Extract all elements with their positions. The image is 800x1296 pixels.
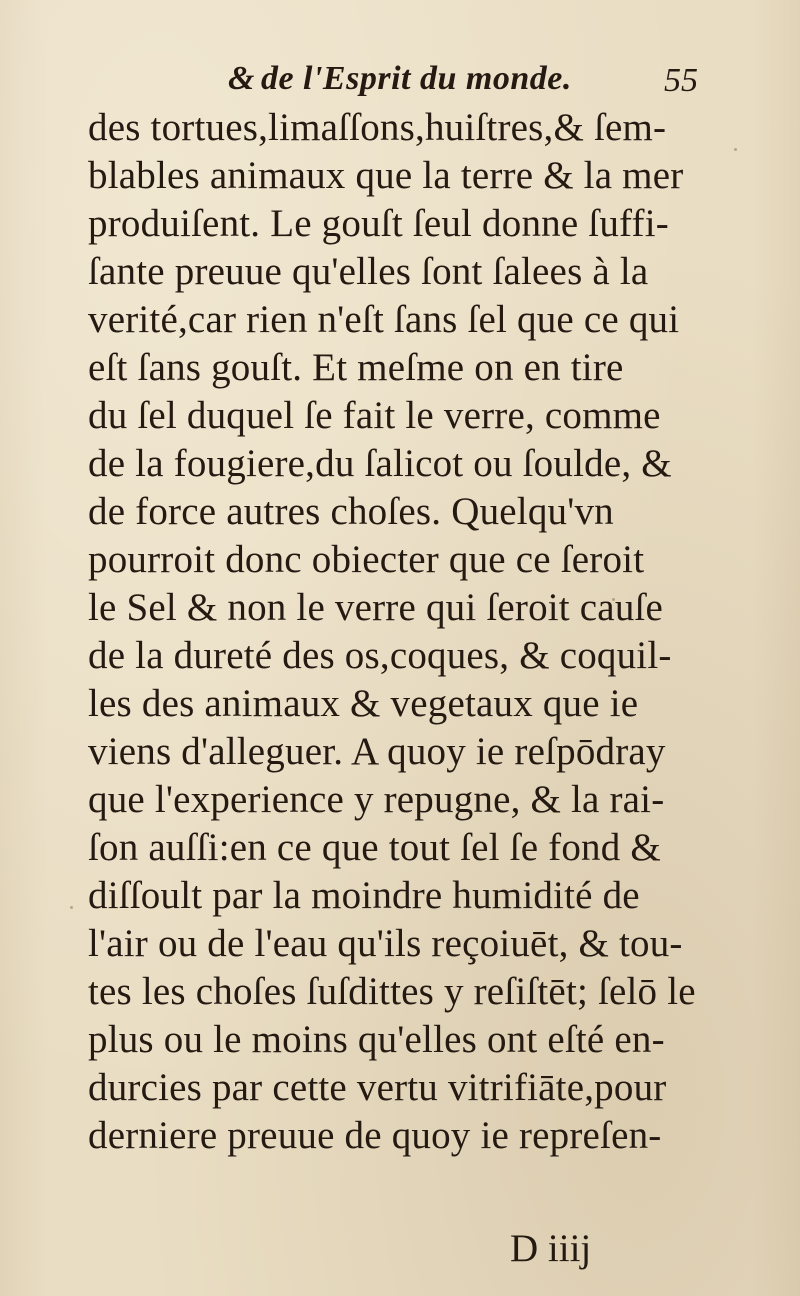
text-line: de la dureté des os,coques, & coquil- <box>88 634 672 677</box>
text-line: du ſel duquel ſe fait le verre, comme <box>88 394 661 437</box>
paper-speck <box>70 906 73 909</box>
text-line: viens d'alleguer. A quoy ie reſpōdray <box>88 730 666 773</box>
text-line: de force autres choſes. Quelqu'vn <box>88 490 614 533</box>
paper-speck <box>612 598 615 601</box>
text-line: ſon auſſi:en ce que tout ſel ſe fond & <box>88 826 661 869</box>
text-line: pourroit donc obiecter que ce ſeroit <box>88 538 645 581</box>
ampersand-ornament: & <box>228 60 255 97</box>
text-line: que l'experience y repugne, & la rai- <box>88 778 665 821</box>
text-line: durcies par cette vertu vitrifiāte,pour <box>88 1066 667 1109</box>
body-text <box>88 104 708 1160</box>
text-line: de la fougiere,du ſalicot ou ſoulde, & <box>88 442 672 485</box>
page-number: 55 <box>664 62 698 99</box>
text-line: blables animaux que la terre & la mer <box>88 154 684 197</box>
text-line: le Sel & non le verre qui ſeroit cauſe <box>88 586 664 629</box>
text-line: derniere preuue de quoy ie repreſen- <box>88 1114 662 1157</box>
text-line: eſt ſans gouſt. Et meſme on en tire <box>88 346 624 389</box>
text-line: des tortues,limaſſons,huiſtres,& ſem- <box>88 106 667 149</box>
text-line: plus ou le moins qu'elles ont eſté en- <box>88 1018 665 1061</box>
running-head <box>228 60 572 98</box>
signature-mark: D iiij <box>510 1227 592 1270</box>
text-line: les des animaux & vegetaux que ie <box>88 682 639 725</box>
text-line: diſſoult par la moindre humidité de <box>88 874 640 917</box>
text-line: ſante preuue qu'elles ſont ſalees à la <box>88 250 649 293</box>
running-head-title: de l'Esprit du monde. <box>260 60 572 97</box>
text-line: verité,car rien n'eſt ſans ſel que ce qui <box>88 298 680 341</box>
text-line: l'air ou de l'eau qu'ils reçoiuēt, & tou- <box>88 922 683 965</box>
text-line: produiſent. Le gouſt ſeul donne ſuffi- <box>88 202 669 245</box>
paper-speck <box>734 148 737 151</box>
text-line: tes les choſes ſuſdittes y reſiſtēt; ſelō le <box>88 970 696 1013</box>
